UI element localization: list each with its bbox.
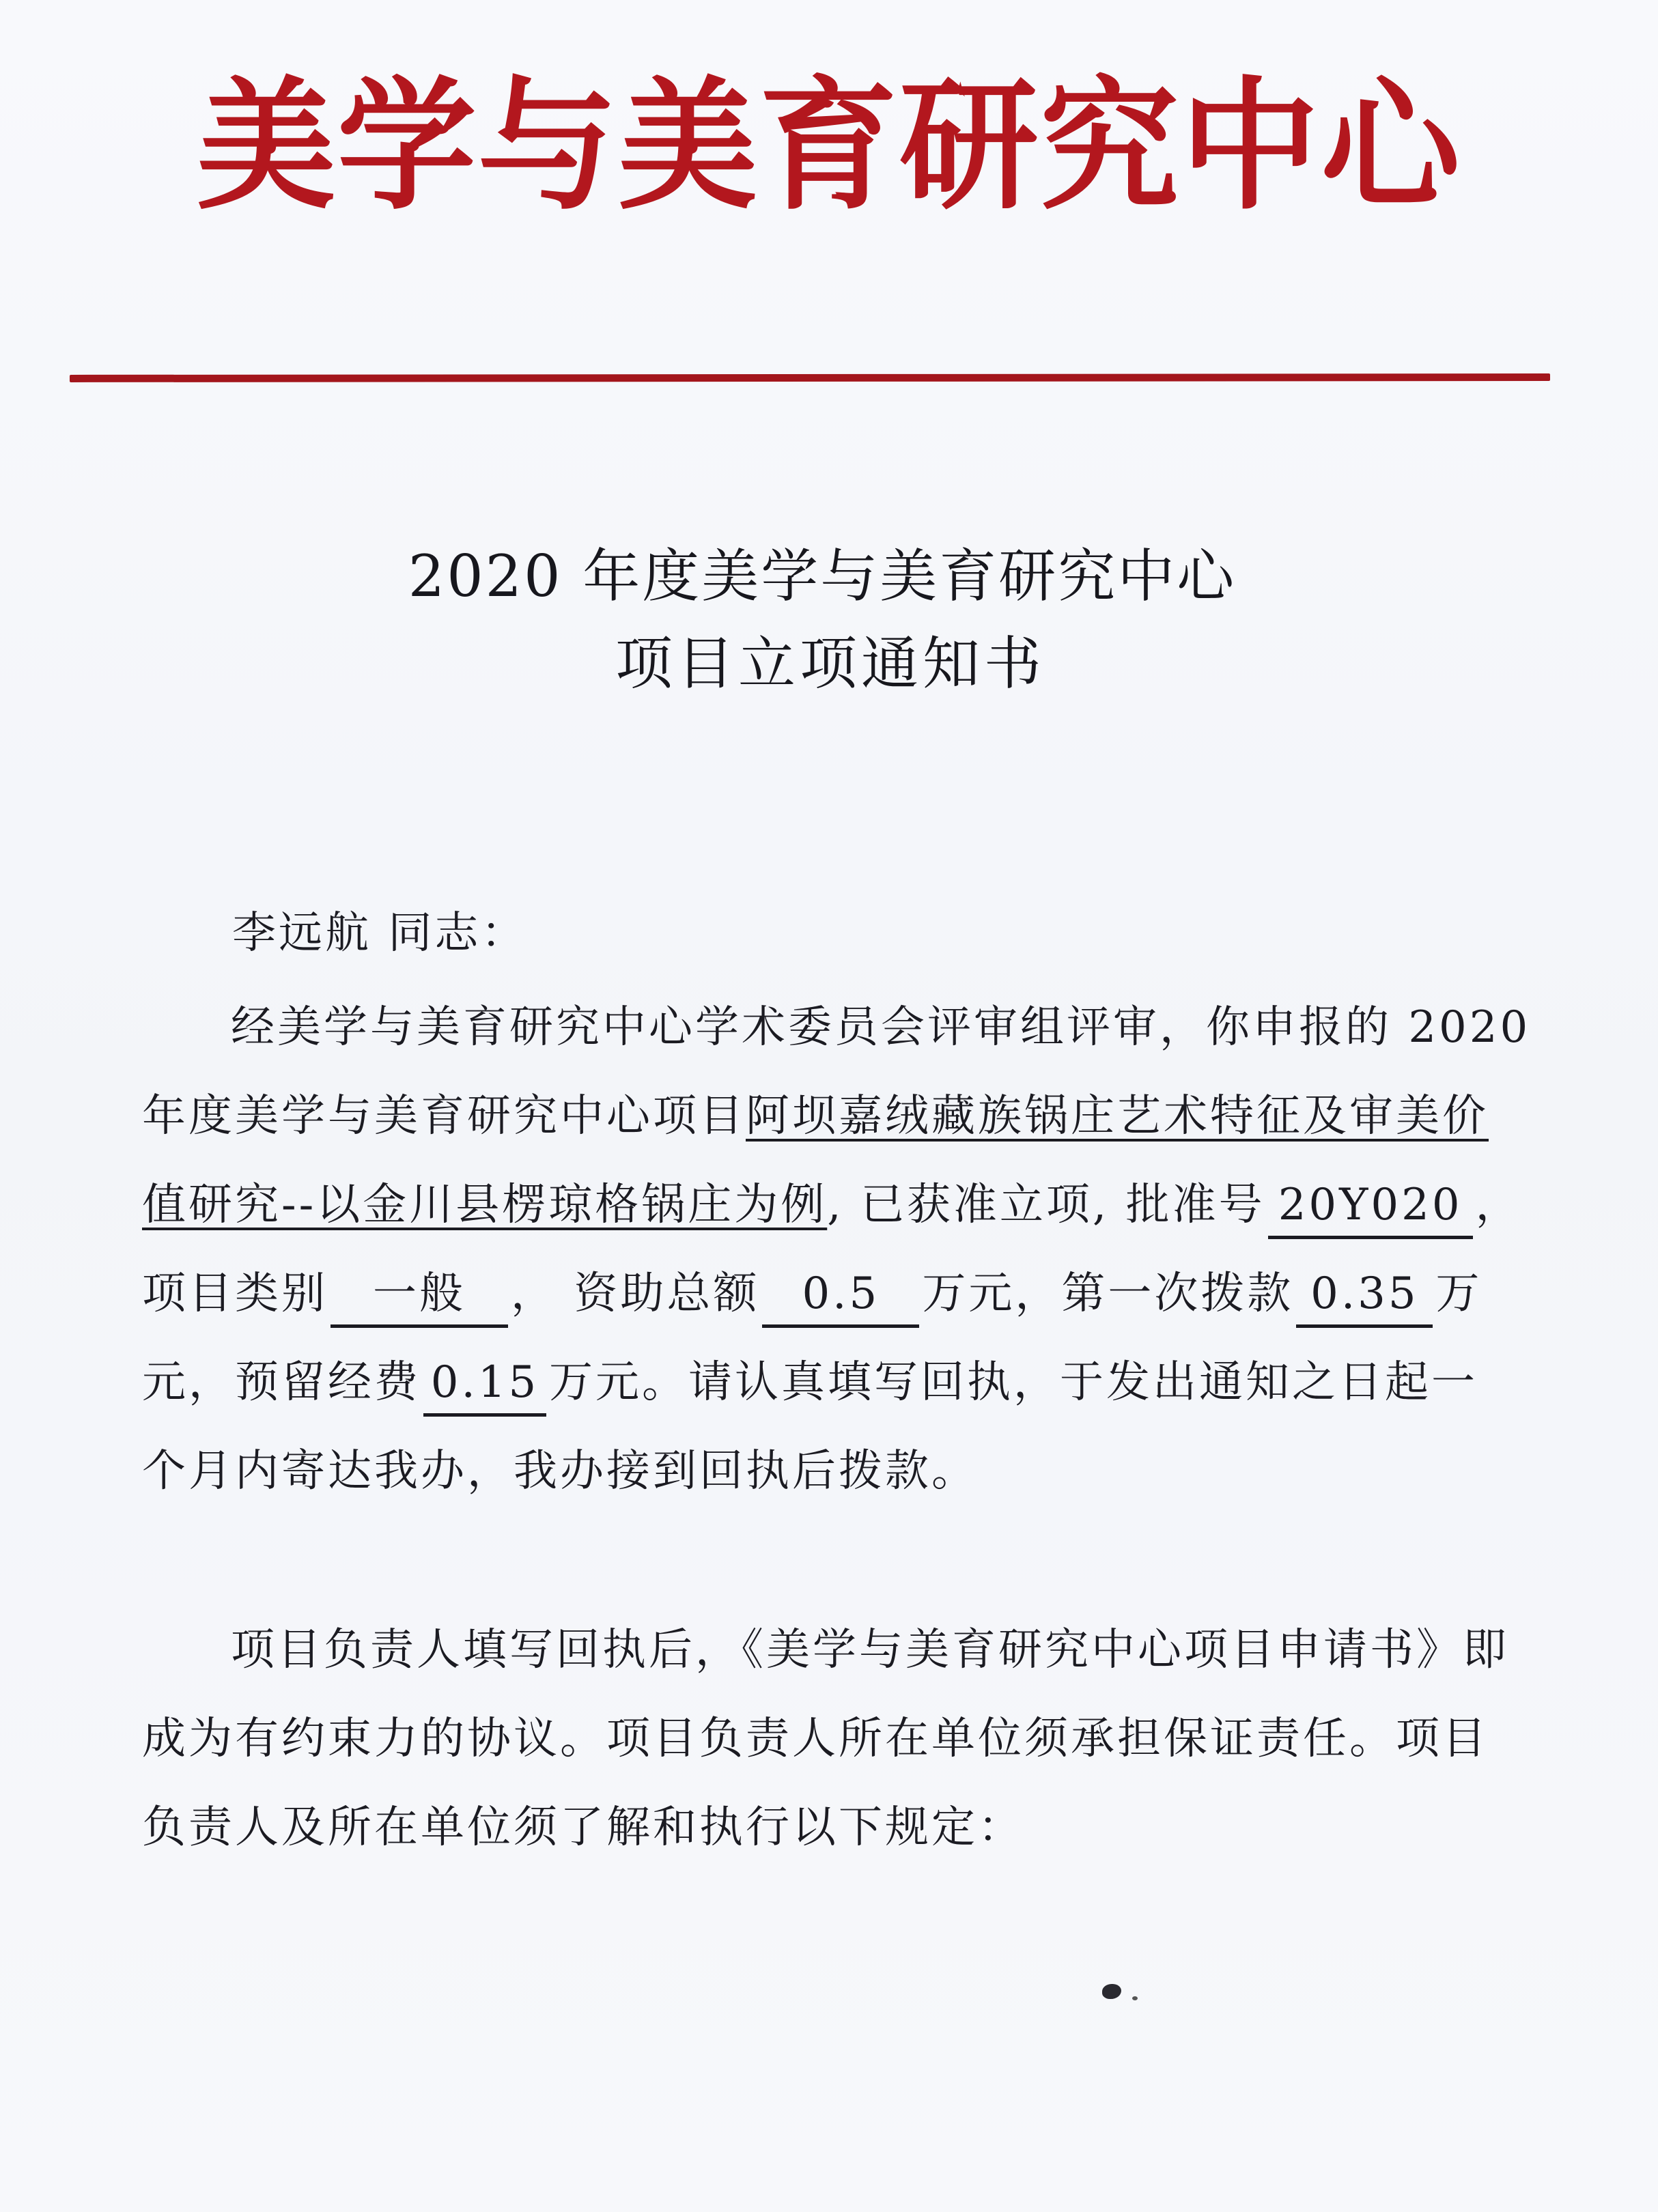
ink-speck	[1102, 1984, 1121, 1999]
para1-line-3	[142, 1161, 1522, 1249]
para1-text-6: ， 资助总额	[511, 1268, 760, 1319]
para1-line-4	[142, 1249, 1508, 1338]
approval-number: 20Y020	[1268, 1174, 1473, 1239]
paragraph-approval	[142, 983, 1531, 1516]
para1-text-4: ，	[1475, 1180, 1522, 1230]
para2-line-3: 负责人及所在单位须了解和执行以下规定：	[142, 1802, 1024, 1853]
notice-title-line-2: 项目立项通知书	[615, 630, 1045, 697]
para1-line-2	[142, 1072, 1508, 1161]
first-payment: 0.35	[1296, 1263, 1433, 1328]
para1-text-11: 个月内寄达我办，我办接到回执后拨款。	[142, 1446, 978, 1497]
letterhead-divider	[70, 373, 1550, 382]
para1-text-5: 项目类别	[142, 1268, 328, 1319]
para1-line-6	[142, 1427, 1508, 1516]
project-title-part-1: 阿坝嘉绒藏族锅庄艺术特征及审美价	[746, 1091, 1489, 1142]
para1-text-1: 经美学与美育研究中心学术委员会评审组评审，你申报的 2020	[231, 1002, 1531, 1053]
para1-line-5	[142, 1338, 1508, 1427]
notice-title-line-1: 2020 年度美学与美育研究中心	[408, 543, 1237, 610]
para2-line-2: 成为有约束力的协议。项目负责人所在单位须承担保证责任。项目	[142, 1714, 1489, 1764]
project-title-part-2: 值研究--以金川县楞琼格锅庄为例	[142, 1180, 828, 1230]
para1-text-2: 年度美学与美育研究中心项目	[142, 1091, 746, 1142]
ink-speck-small	[1132, 1996, 1138, 2000]
para1-line-1	[142, 983, 1531, 1072]
para1-text-10: 万元。请认真填写回执，于发出通知之日起一	[549, 1357, 1478, 1408]
reserved-funding: 0.15	[423, 1352, 546, 1417]
paragraph-obligations	[142, 1606, 1508, 1872]
salutation: 李远航 同志：	[232, 908, 528, 959]
para1-text-3: , 已获准立项, 批准号	[827, 1180, 1265, 1230]
total-funding: 0.5	[762, 1263, 919, 1328]
para1-text-8: 万	[1435, 1268, 1483, 1319]
para1-text-7: 万元，第一次拨款	[922, 1268, 1294, 1319]
letterhead-title: 美学与美育研究中心	[196, 64, 1462, 229]
project-category: 一般	[331, 1263, 508, 1328]
para2-line-1: 项目负责人填写回执后，《美学与美育研究中心项目申请书》即	[231, 1625, 1509, 1675]
para1-text-9: 元，预留经费	[142, 1357, 421, 1408]
